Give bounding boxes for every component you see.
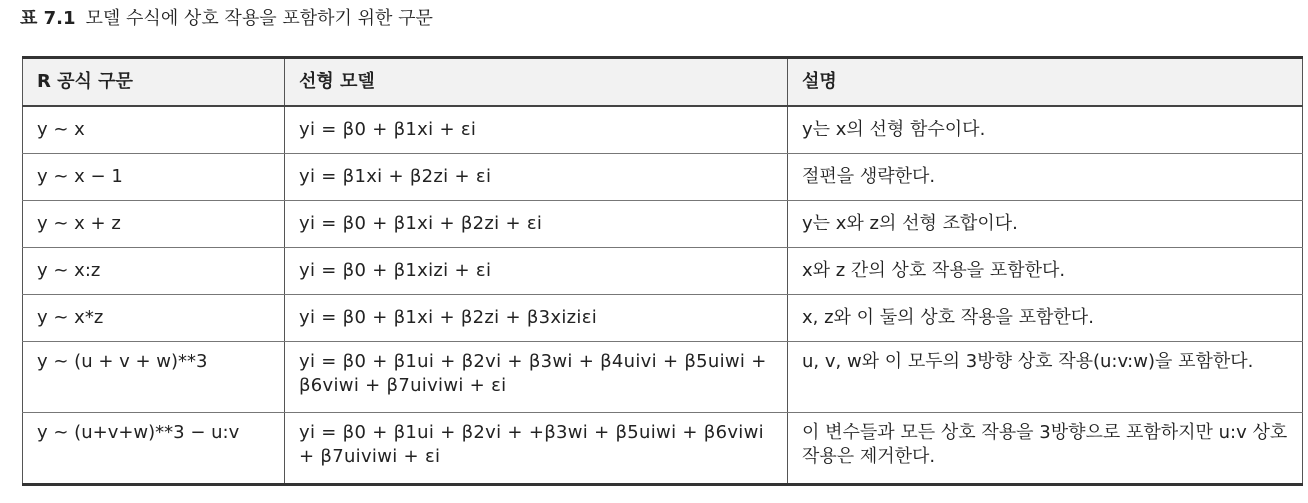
header-model: 선형 모델 [285,58,788,107]
model-cell: yi = β0 + β1xi + εi [285,106,788,154]
header-description: 설명 [788,58,1303,107]
description-cell: u, v, w와 이 모두의 3방향 상호 작용(u:v:w)을 포함한다. [788,342,1303,413]
table-row [23,106,1303,154]
description-cell: y는 x의 선형 함수이다. [788,106,1303,154]
formula-cell: y ~ x + z [23,201,285,248]
formula-cell: y ~ x [23,106,285,154]
table-caption [20,6,433,32]
table-row [23,295,1303,342]
model-cell: yi = β0 + β1ui + β2vi + +β3wi + β5uiwi + β6viwi + β7uiviwi + εi [285,413,788,485]
model-cell: yi = β1xi + β2zi + εi [285,154,788,201]
description-cell: y는 x와 z의 선형 조합이다. [788,201,1303,248]
formula-cell: y ~ (u + v + w)**3 [23,342,285,413]
description-cell: 절편을 생략한다. [788,154,1303,201]
table-title: 모델 수식에 상호 작용을 포함하기 위한 구문 [85,8,433,29]
model-cell: yi = β0 + β1xi + β2zi + β3xiziεi [285,295,788,342]
description-cell: x와 z 간의 상호 작용을 포함한다. [788,248,1303,295]
header-row [23,58,1303,107]
syntax-table [22,56,1303,486]
formula-cell: y ~ x − 1 [23,154,285,201]
table-row [23,413,1303,485]
table-row [23,201,1303,248]
model-cell: yi = β0 + β1xizi + εi [285,248,788,295]
table-row [23,154,1303,201]
description-cell: 이 변수들과 모든 상호 작용을 3방향으로 포함하지만 u:v 상호 작용은 제거한다. [788,413,1303,485]
description-cell: x, z와 이 둘의 상호 작용을 포함한다. [788,295,1303,342]
formula-cell: y ~ x:z [23,248,285,295]
model-cell: yi = β0 + β1xi + β2zi + εi [285,201,788,248]
model-cell: yi = β0 + β1ui + β2vi + β3wi + β4uivi + β5uiwi + β6viwi + β7uiviwi + εi [285,342,788,413]
formula-cell: y ~ x*z [23,295,285,342]
table-number: 표 7.1 [20,8,76,29]
table-row [23,248,1303,295]
table-row [23,342,1303,413]
header-formula: R 공식 구문 [23,58,285,107]
formula-cell: y ~ (u+v+w)**3 − u:v [23,413,285,485]
